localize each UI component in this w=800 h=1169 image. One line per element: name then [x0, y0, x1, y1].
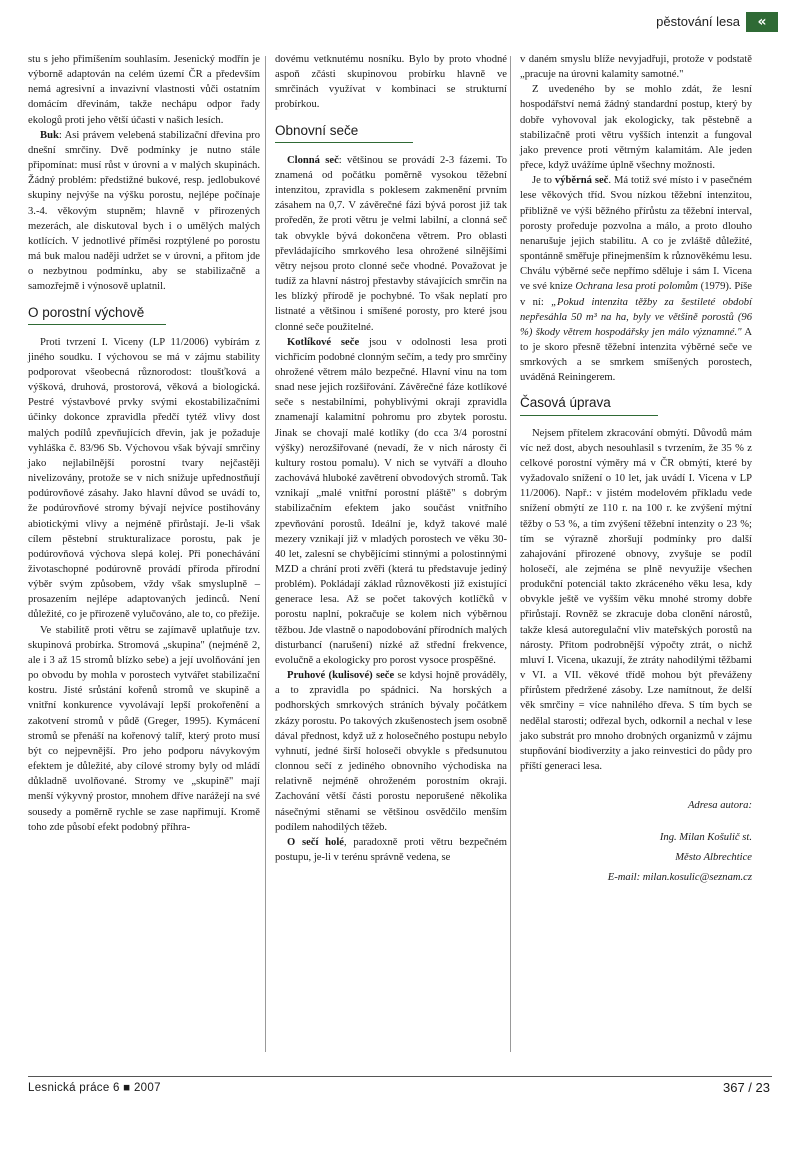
paragraph — [28, 128, 260, 295]
paragraph-text: A to je skoro přesně těžební intenzita výběrné seče ve smrkových a se smrkem smíšených porostech, uváděná Reiningerem. — [520, 326, 752, 384]
term-clonna: Clonná seč — [287, 154, 339, 166]
paragraph-text: se kdysi hojně prováděly, a to zpravidla po spádnici. Na horských a podhorských smrkových stráních bývaly počátkem zkázy porostu. Po takových zkušenostech jsem osobně dával přednost, když už z holosečného postupu nebylo vyhnutí, jedné širší holoseči obvykle s předsunutou clonnou sečí z jediného obnovního východiska na relativně nejméně ohroženém porostním okraji. Zachování větší části porostu neporušené několika násečnými stěnami se většinou osvědčilo menším podílem nahodilých těžeb. — [275, 670, 507, 833]
page-header — [0, 0, 800, 44]
column-1 — [28, 52, 260, 835]
author-address — [520, 796, 752, 888]
page-number: 367 / 23 — [723, 1080, 770, 1095]
paragraph: stu s jeho přimíšením souhlasím. Jesenický modřín je výborně adaptován na celém území ČR a především nemá agresivní a invazivní vlastnosti vůči ostatním domácím dřevinám, takže nechápu odpor řady ekologů proti jeho větší účasti v našich lesích. — [28, 54, 260, 126]
paragraph: Ve stabilitě proti větru se zajímavě uplatňuje tzv. skupinová probírka. Stromová „skupina" (nejméně 2, ale i 3 až 15 stromů blízko sebe) a její uvolňování jen po obvodu by mohla v porostech vytvářet stabilizační kostru. Jisté srůstání kořenů stromů ve skupině a vnitřní konkurence vyvolávají lepší prokořenění a zakotvení stromů v půdě (Greger, 1995). Kymácení stromů se přenáší na kořenový talíř, který proto musí být co nejpevnější. Pro jeho podporu návykovým efektem je důležité, aby cílové stromy byly od mládí důkladně uvolňované. Stromy ve „skupině" mají menší výkyvný prostor, mnohem dříve narážejí na své sousedy a poměrně rychle se zase napřimují. Kromě toho zde působí efekt podobný příhra- — [28, 624, 260, 833]
paragraph-text: : Asi právem velebená stabilizační dřevina pro dnešní smrčiny. Dvě podmínky je nutno stále připomínat: musí růst v úrovni a v malých skupinách. Žádný problém: předstižné bukové, resp. jedlobukové skupiny nejvýše na výšku porostu, nejlépe počínaje 3.-4. věkovým stupněm; hlavně v přirozených mezerách, ale diskutoval bych i o umělých malých kotlících. V jednotlivé příměsi rozptýlené po porostu má buk malou naději udržet se v úrovni, a přitom jde o nezbytnou podmínku, aby se stabilizačně a samozřejmě i výnosově uplatnil. — [28, 129, 260, 293]
address-label: Adresa autora: — [687, 800, 752, 812]
paragraph-text: jsou v odolnosti lesa proti vichřicím podobné clonným sečím, a tedy pro smrčiny ohrožené větrem málo bezpečné. Hlavní vinu na tom snad nese jejich rozšiřování. Závěrečné fáze kotlíkové seče s nestabilními, pohyblivými okraji zpravidla znamenají kalamitní pohromu pro zbytek porostu. Jinak se chovají malé kotlíky (do cca 3/4 porostní výšky) nerozšiřované (nevadí, že v nich nárosty či kultury rostou pomalu). V nich se vytváří a dlouho zachovává hluboké zavětrení obvodových stromů. Tak vznikají „malé vnitřní porostní pláště" s dobrým stabilizačním efektem jako součást vnitřního zpevňování porostů. Ideální je, když takové malé mezery vznikají již v mladých porostech ve věku 30-40 let, zalesní se chybějícími stinnými a polostinnými MZD a chrání proti zvěři (která tu představuje jediný problém). Pokládají základ různověkosti již existující generace lesa. Až se počet takových kotlíčků v porostu naplní, pokračuje se kolem nich výběrnou těžbou. Jde vlastně o napodobování přírodních malých disturbancí (narušení) nízké až střední frekvence, evolučně a ekologicky pro porost vysoce prospěšné. — [275, 336, 507, 666]
paragraph — [275, 153, 507, 335]
paragraph: v daném smyslu blíže nevyjadřuji, protože v podstatě „pracuje na úrovni kalamity samotné." — [520, 54, 752, 81]
paragraph-text: , paradoxně proti větru bezpečném postupu, je-li v terénu správně vedena, se — [275, 836, 507, 863]
column-2 — [275, 52, 507, 865]
heading-porostni-vychova: O porostní výchově — [28, 305, 166, 325]
journal-footer: Lesnická práce 6 ■ 2007 — [28, 1082, 161, 1094]
section-label: pěstování lesa — [656, 14, 740, 29]
heading-casova-uprava: Časová úprava — [520, 395, 658, 415]
term-pruhove: Pruhové (kulisové) seče — [287, 670, 395, 682]
paragraph-text: : většinou se provádí 2-3 fázemi. To znamená od počátku poměrně vysokou těžební intenzitou, zpravidla s poklesem zakmenění prvním zásahem na 0,7. V závěrečné fázi bývá porost již tak proředěn, že proti větru je velmi labilní, a clonná seč tak obvykle bývá dokončena větrem. Pro oblasti převládajícího smrkového lesa ohrožené silnějšími větry nejsou proto clonné seče vhodné. Považovat je tudíž za hlavní nástroj přestavby stávajících smrčin na les blízký přírodě je pochybné. To však neplatí pro listnaté a většinou i smíšené porosty, pro které jsou clonné seče použitelné. — [275, 154, 507, 333]
term-kotlikove: Kotlíkové seče — [287, 336, 360, 348]
footer-rule — [28, 1076, 772, 1077]
quotation: „Pokud intenzita těžby za šestileté období nepřesáhla 50 m³ na ha, byly ve většině porostů (96 %) škody větrem hospodářsky jen málo významné." — [520, 296, 752, 338]
paragraph: Proti tvrzení I. Viceny (LP 11/2006) vybírám z jiného soudku. I výchovou se má v zájmu stability podporovat všeobecná různorodost: tloušťková a výšková, druhová, prostorová, věková a biologická. Pestré výstavbové prvky svými ekostabilizačními účinky dokonce zpravidla předčí tytéž vlivy dost malých podílů zpevňujících dřevin, jak je požaduje vyhláška č. 83/96 Sb. Výchovou však bývají smrčiny jako nejlabilnější porostní tvary nejčastěji nivelizovány, protože se v nich snižuje upřednostňují podúrovňové zásahy. Jako hlavní důvod se uvádí to, že podúrovňové stromy bývají nejvíce postihovány abiotickými vlivy a nejméně přirůstají. Je-li však cílem pěstební strukturalizace porostu, pak je podúrovňová výchova slepá kolej. Při ponechávání životaschopné podúrovně provádí příroda přírodní výběr svým způsobem, vždy však smysluplně – prosazením nejlépe adaptovaných jedinců. Není důležité, co je přirozeně vylučováno, ale to, co přežije. — [28, 336, 260, 621]
author-name: Ing. Milan Košulič st. — [659, 832, 752, 844]
column-divider — [510, 56, 511, 1052]
paragraph: Z uvedeného by se mohlo zdát, že lesní hospodářství nemá žádný standardní postup, který by dobře vyhovoval jak ekologicky, tak pěstebně a stabilizačně proti větru vyšších intenzit a fungoval jako prevence proti větrným kalamitám. Ale jeden přece, když uvážíme úplně všechny možnosti. — [520, 84, 752, 172]
chevron-left-icon: « — [746, 12, 778, 32]
paragraph — [520, 173, 752, 385]
term-vyberna: výběrná seč — [554, 175, 609, 187]
paragraph: Nejsem přítelem zkracování obmýtí. Důvodů mám víc než dost, abych nesouhlasil s tvrzením, že 35 % z celkové porostní výměry má v ČR obmýtí, které by vyžadovalo snížení o 10 let, jak uvádí I. Vicena v LP 11/2006). Např.: v jistém modelovém příkladu vede snížení obmýtí ze 110 r. na 100 r. ke zvýšení mýtní těžby o 53 %, a tím zvýšení těžební intenzity o 23 %; tím se výrazně zhoršují podmínky pro další zahajování přirozené obnovy, zvyšuje se podíl holosečí, ale zejména se plně nevyužije všechen produkční potenciál takto zkráceného věku lesa, kdy obvykle ještě ve vyšším věku mnohé stromy dobře přirůstají. Rovněž se zkracuje doba clonění nárostů, takže klesá autoregulační vliv mateřských porostů na nárosty. Přitom podrobnější výpočty ztrát, o nichž mluví I. Vicena, ukazují, že ztráty nahodilými těžbami v VI. a VII. věkové třídě mohou být převáženy přírůstem předržené zásoby. Lze namítnout, že delší věk smrčiny = více nahnilého dřeva. S tím bych se nedělal starosti; odřezal bych, odkornil a nechal v lese jako substrát pro mnoho drobných organizmů v zájmu stupňování biodiverzity a jako reinvestici do půdy pro příští generaci lesa. — [520, 427, 752, 773]
column-divider — [265, 56, 266, 1052]
paragraph-text: (1979). Píše v ní: — [520, 281, 752, 308]
book-title: Ochrana lesa proti polomům — [575, 281, 698, 293]
paragraph — [275, 668, 507, 835]
term-buk: Buk — [40, 129, 59, 141]
paragraph — [275, 835, 507, 865]
heading-obnovni-sece: Obnovní seče — [275, 123, 413, 143]
author-city: Město Albrechtice — [675, 852, 752, 864]
paragraph-text: . Má totiž své místo i v pasečném lese věkových tříd. Svou nízkou těžební intenzitou, přibližně ve výši běžného přírůstu za těžební interval, porosty proředuje pozvolna a málo, a proto dlouho nenarušuje jejich stabilitu. A co je zvláště důležité, spontánně směřuje přinejmenším k různověkému lesu. Chválu výběrné seče nepřímo sděluje i sám I. Vicena ve své knize — [520, 175, 752, 293]
term-hole: O sečí holé — [287, 836, 344, 848]
paragraph-text: Je to — [532, 175, 555, 187]
paragraph — [275, 335, 507, 668]
author-email: E-mail: milan.kosulic@seznam.cz — [607, 872, 752, 884]
column-3 — [520, 52, 752, 888]
paragraph: dovému vetknutému nosníku. Bylo by proto vhodné aspoň zčásti skupinovou probírku hlavně ve smrčinách využívat v kombinaci se strukturní probírkou. — [275, 54, 507, 111]
